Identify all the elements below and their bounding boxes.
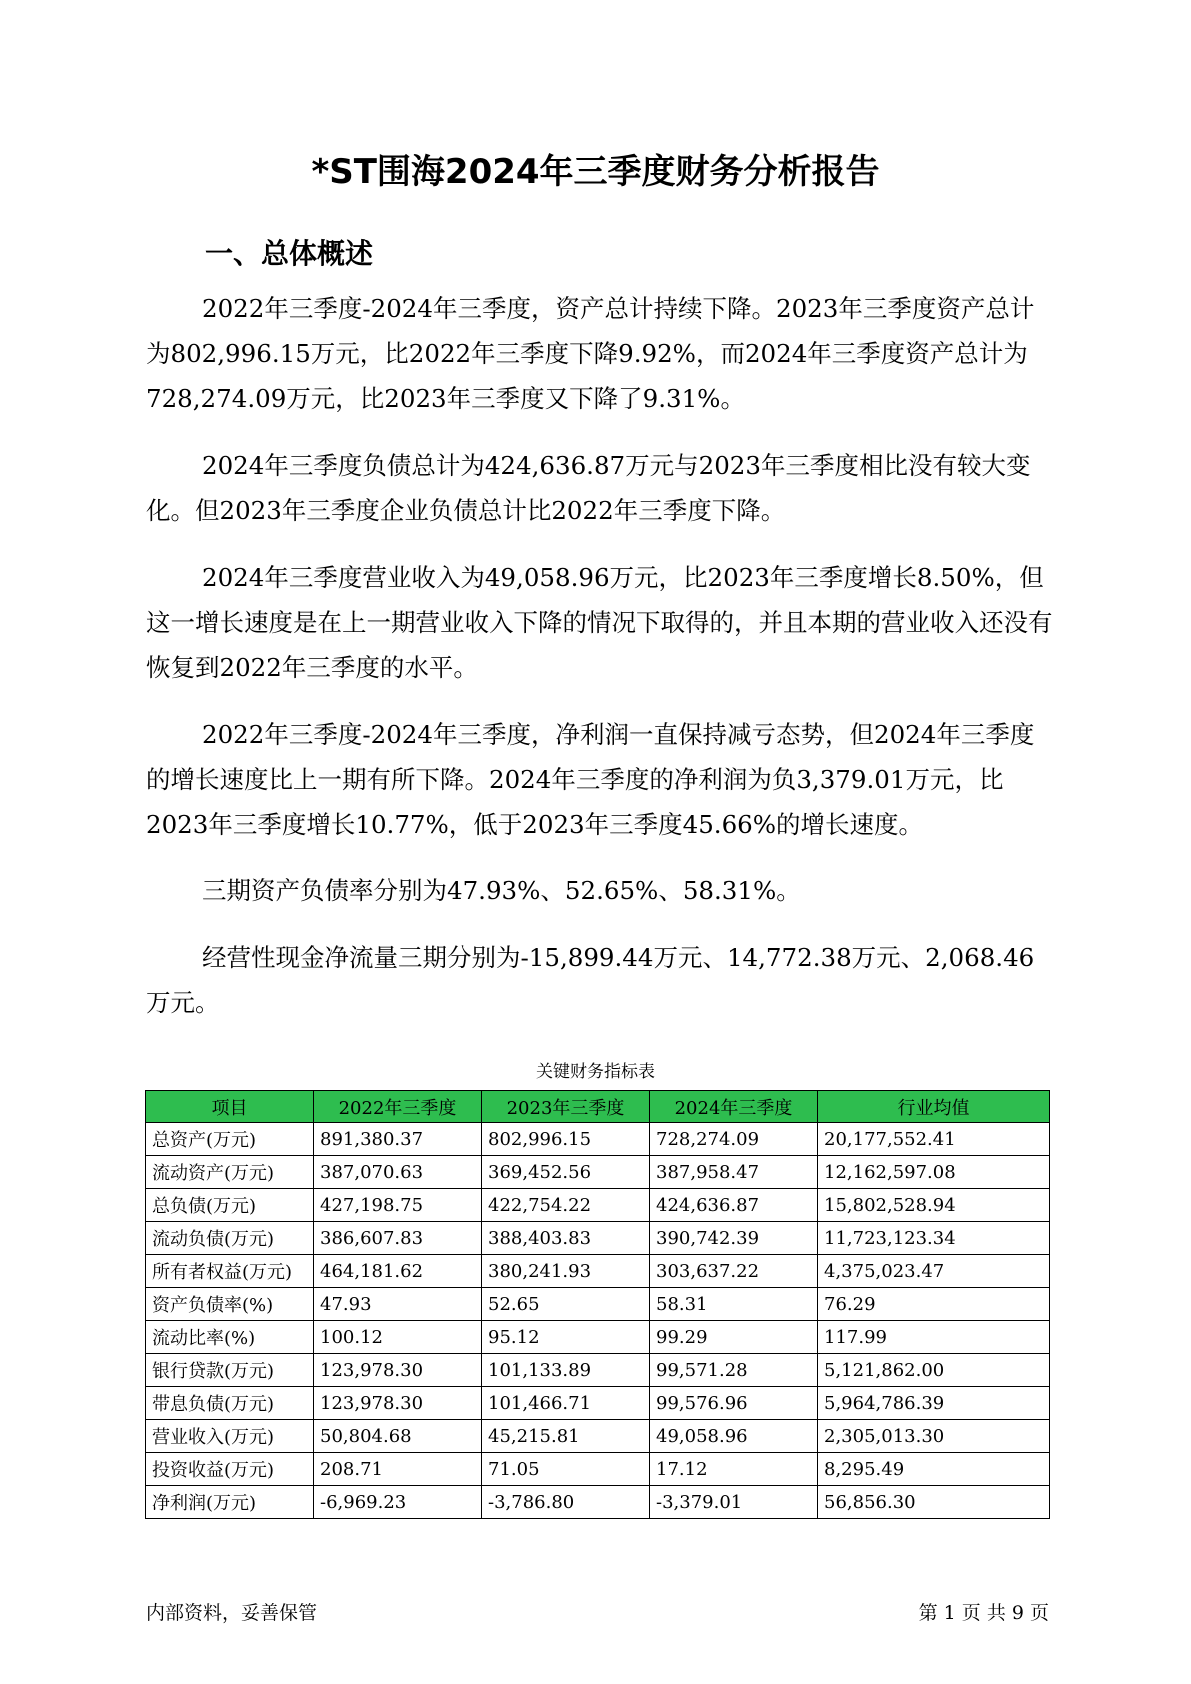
value-cell: 100.12 <box>314 1321 482 1354</box>
value-cell: -6,969.23 <box>314 1486 482 1519</box>
table-row <box>146 1387 1050 1420</box>
value-cell: 427,198.75 <box>314 1189 482 1222</box>
value-cell: 728,274.09 <box>650 1123 818 1156</box>
value-cell: 11,723,123.34 <box>818 1222 1050 1255</box>
value-cell: 5,964,786.39 <box>818 1387 1050 1420</box>
row-label-cell: 总负债(万元) <box>146 1189 314 1222</box>
value-cell: 99,571.28 <box>650 1354 818 1387</box>
value-cell: 99.29 <box>650 1321 818 1354</box>
table-row <box>146 1156 1050 1189</box>
value-cell: 52.65 <box>482 1288 650 1321</box>
value-cell: 380,241.93 <box>482 1255 650 1288</box>
value-cell: 12,162,597.08 <box>818 1156 1050 1189</box>
header-2024q3: 2024年三季度 <box>650 1091 818 1123</box>
section-heading-overview: 一、总体概述 <box>205 237 374 270</box>
value-cell: 4,375,023.47 <box>818 1255 1050 1288</box>
value-cell: 369,452.56 <box>482 1156 650 1189</box>
value-cell: 388,403.83 <box>482 1222 650 1255</box>
row-label-cell: 总资产(万元) <box>146 1123 314 1156</box>
row-label-cell: 净利润(万元) <box>146 1486 314 1519</box>
row-label-cell: 资产负债率(%) <box>146 1288 314 1321</box>
value-cell: 45,215.81 <box>482 1420 650 1453</box>
table-row <box>146 1189 1050 1222</box>
value-cell: 891,380.37 <box>314 1123 482 1156</box>
value-cell: 2,305,013.30 <box>818 1420 1050 1453</box>
value-cell: 303,637.22 <box>650 1255 818 1288</box>
value-cell: 101,466.71 <box>482 1387 650 1420</box>
report-title: *ST围海2024年三季度财务分析报告 <box>311 152 880 192</box>
paragraph-cash-flow: 经营性现金净流量三期分别为-15,899.44万元、14,772.38万元、2,068.46万元。 <box>146 943 1035 1017</box>
row-label-cell: 流动比率(%) <box>146 1321 314 1354</box>
value-cell: 208.71 <box>314 1453 482 1486</box>
paragraph-debt-ratio: 三期资产负债率分别为47.93%、52.65%、58.31%。 <box>202 876 801 905</box>
value-cell: 117.99 <box>818 1321 1050 1354</box>
row-label-cell: 所有者权益(万元) <box>146 1255 314 1288</box>
row-label-cell: 带息负债(万元) <box>146 1387 314 1420</box>
footer-confidential-note: 内部资料，妥善保管 <box>146 1602 318 1624</box>
value-cell: -3,786.80 <box>482 1486 650 1519</box>
value-cell: 8,295.49 <box>818 1453 1050 1486</box>
value-cell: 58.31 <box>650 1288 818 1321</box>
table-row <box>146 1486 1050 1519</box>
value-cell: 424,636.87 <box>650 1189 818 1222</box>
table-row <box>146 1255 1050 1288</box>
value-cell: 95.12 <box>482 1321 650 1354</box>
table-caption: 关键财务指标表 <box>536 1062 655 1082</box>
value-cell: 20,177,552.41 <box>818 1123 1050 1156</box>
value-cell: 123,978.30 <box>314 1387 482 1420</box>
row-label-cell: 银行贷款(万元) <box>146 1354 314 1387</box>
value-cell: 50,804.68 <box>314 1420 482 1453</box>
value-cell: 802,996.15 <box>482 1123 650 1156</box>
row-label-cell: 流动资产(万元) <box>146 1156 314 1189</box>
value-cell: 464,181.62 <box>314 1255 482 1288</box>
paragraph-revenue: 2024年三季度营业收入为49,058.96万元，比2023年三季度增长8.50%，但这一增长速度是在上一期营业收入下降的情况下取得的，并且本期的营业收入还没有恢复到2022年三季度的水平。 <box>146 563 1053 682</box>
value-cell: 49,058.96 <box>650 1420 818 1453</box>
table-row <box>146 1453 1050 1486</box>
value-cell: 15,802,528.94 <box>818 1189 1050 1222</box>
value-cell: 56,856.30 <box>818 1486 1050 1519</box>
paragraph-assets: 2022年三季度-2024年三季度，资产总计持续下降。2023年三季度资产总计为802,996.15万元，比2022年三季度下降9.92%，而2024年三季度资产总计为728,274.09万元，比2023年三季度又下降了9.31%。 <box>146 294 1035 413</box>
value-cell: 101,133.89 <box>482 1354 650 1387</box>
value-cell: 17.12 <box>650 1453 818 1486</box>
header-industry-avg: 行业均值 <box>818 1091 1050 1123</box>
value-cell: 5,121,862.00 <box>818 1354 1050 1387</box>
value-cell: 387,958.47 <box>650 1156 818 1189</box>
paragraph-net-profit: 2022年三季度-2024年三季度，净利润一直保持减亏态势，但2024年三季度的增长速度比上一期有所下降。2024年三季度的净利润为负3,379.01万元，比2023年三季度增长10.77%，低于2023年三季度45.66%的增长速度。 <box>146 720 1035 839</box>
header-item: 项目 <box>146 1091 314 1123</box>
table-row <box>146 1222 1050 1255</box>
row-label-cell: 投资收益(万元) <box>146 1453 314 1486</box>
row-label-cell: 营业收入(万元) <box>146 1420 314 1453</box>
value-cell: 71.05 <box>482 1453 650 1486</box>
paragraph-liabilities: 2024年三季度负债总计为424,636.87万元与2023年三季度相比没有较大变化。但2023年三季度企业负债总计比2022年三季度下降。 <box>146 451 1031 525</box>
footer-page-number: 第 1 页 共 9 页 <box>918 1602 1049 1624</box>
value-cell: 99,576.96 <box>650 1387 818 1420</box>
table-header-row <box>146 1091 1050 1123</box>
value-cell: 386,607.83 <box>314 1222 482 1255</box>
value-cell: -3,379.01 <box>650 1486 818 1519</box>
value-cell: 47.93 <box>314 1288 482 1321</box>
table-row <box>146 1420 1050 1453</box>
table-row <box>146 1354 1050 1387</box>
value-cell: 76.29 <box>818 1288 1050 1321</box>
table-row <box>146 1123 1050 1156</box>
value-cell: 422,754.22 <box>482 1189 650 1222</box>
table-row <box>146 1321 1050 1354</box>
value-cell: 387,070.63 <box>314 1156 482 1189</box>
row-label-cell: 流动负债(万元) <box>146 1222 314 1255</box>
header-2022q3: 2022年三季度 <box>314 1091 482 1123</box>
value-cell: 390,742.39 <box>650 1222 818 1255</box>
table-row <box>146 1288 1050 1321</box>
value-cell: 123,978.30 <box>314 1354 482 1387</box>
key-financial-indicators-table <box>145 1090 1050 1519</box>
header-2023q3: 2023年三季度 <box>482 1091 650 1123</box>
